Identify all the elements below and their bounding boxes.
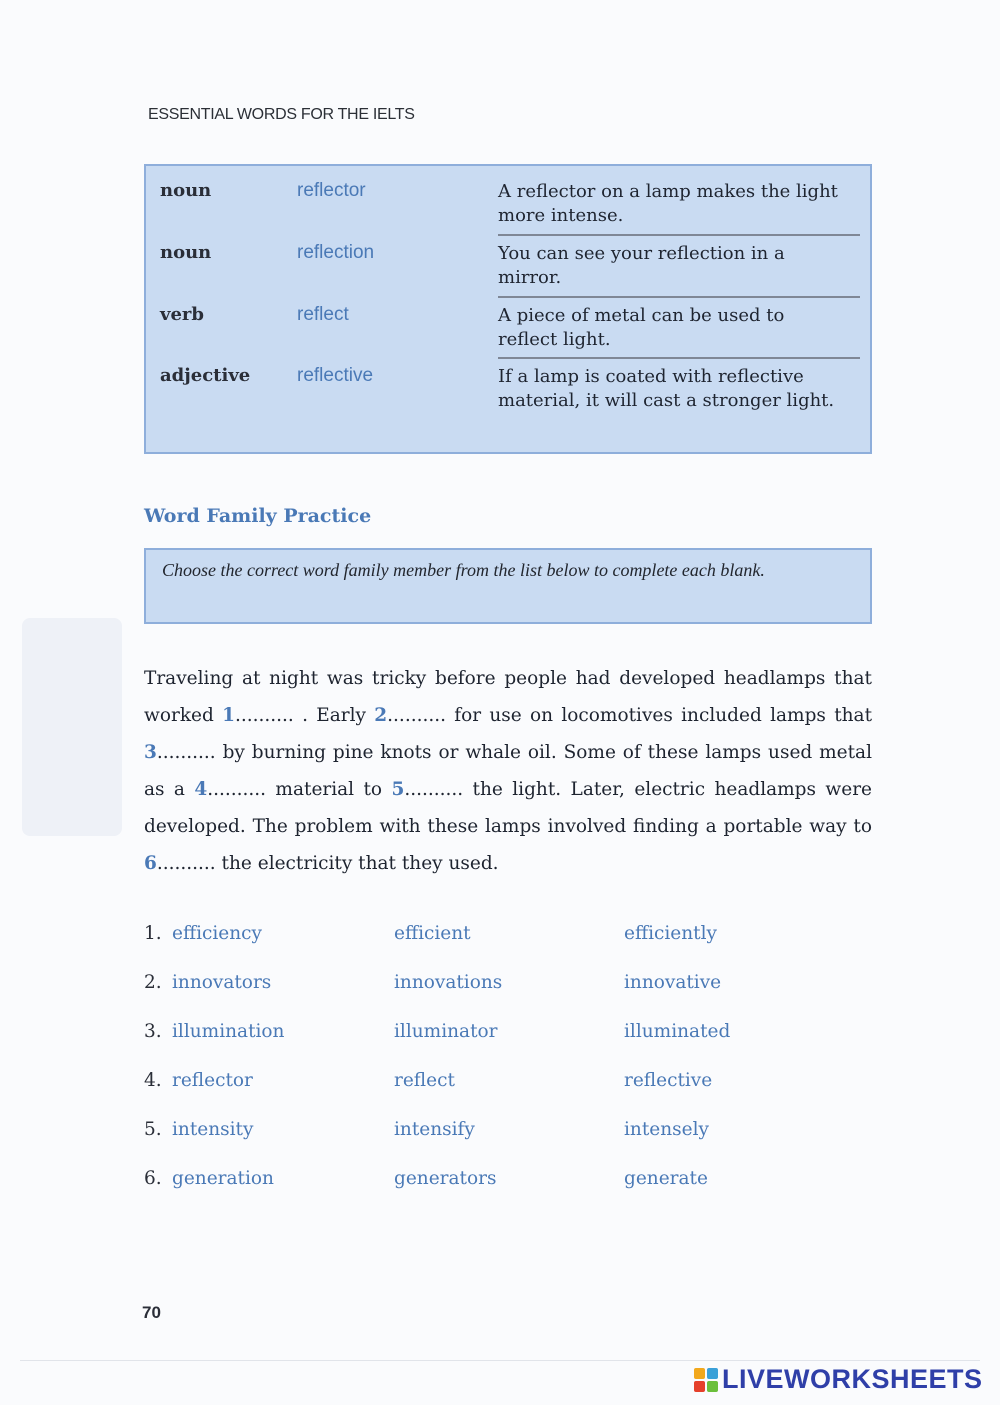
example-sentence: If a lamp is coated with reflective material, it will cast a stronger light. — [498, 366, 835, 411]
part-of-speech: verb — [160, 304, 204, 325]
passage-text: .......... for use on locomotives included lamps that — [387, 705, 873, 726]
option-number: 2. — [144, 972, 162, 993]
side-tab — [22, 618, 122, 836]
row-divider — [498, 234, 860, 236]
option-choice[interactable]: reflect — [394, 1070, 455, 1091]
passage-text: .......... . Early — [234, 705, 375, 726]
option-number: 6. — [144, 1168, 162, 1189]
page-header: ESSENTIAL WORDS FOR THE IELTS — [148, 106, 415, 123]
option-choice[interactable]: illuminated — [624, 1021, 731, 1042]
word-form: reflect — [297, 304, 349, 325]
part-of-speech: adjective — [160, 365, 251, 386]
option-choice[interactable]: generate — [624, 1168, 708, 1189]
option-choice[interactable]: generation — [172, 1168, 274, 1189]
option-choice[interactable]: innovative — [624, 972, 722, 993]
option-choice[interactable]: efficiently — [624, 923, 717, 944]
option-choice[interactable]: innovators — [172, 972, 272, 993]
option-number: 3. — [144, 1021, 162, 1042]
logo-square — [694, 1368, 705, 1379]
passage — [144, 660, 872, 882]
logo-square — [707, 1381, 718, 1392]
passage-text: .......... the light. Later, electric headlamps were developed. The problem with these lamps involved finding a portable way to — [144, 779, 872, 837]
section-title: Word Family Practice — [144, 505, 372, 527]
page-number: 70 — [142, 1303, 161, 1322]
option-row — [144, 923, 884, 953]
option-choice[interactable]: intensely — [624, 1119, 709, 1140]
row-divider — [498, 296, 860, 298]
passage-text: .......... material to — [207, 779, 392, 800]
example-sentence: A piece of metal can be used to reflect light. — [498, 305, 785, 350]
passage-text: Traveling at night was tricky before people had developed headlamps that worked — [144, 668, 872, 726]
option-choice[interactable]: reflector — [172, 1070, 253, 1091]
instruction-box — [144, 548, 872, 624]
option-choice[interactable]: illumination — [172, 1021, 285, 1042]
blank-4[interactable]: 4 — [194, 779, 208, 800]
example-sentence: You can see your reflection in a mirror. — [498, 243, 785, 288]
blank-5[interactable]: 5 — [391, 779, 405, 800]
blank-3[interactable]: 3 — [144, 742, 157, 763]
option-choice[interactable]: efficient — [394, 923, 471, 944]
instruction-text: Choose the correct word family member from the list below to complete each blank. — [162, 560, 765, 580]
option-choice[interactable]: illuminator — [394, 1021, 498, 1042]
blank-2[interactable]: 2 — [374, 705, 388, 726]
logo-icon — [694, 1368, 718, 1392]
option-choice[interactable]: generators — [394, 1168, 497, 1189]
option-row — [144, 972, 884, 1002]
example-sentence: A reflector on a lamp makes the light more intense. — [498, 181, 838, 226]
blank-1[interactable]: 1 — [222, 705, 235, 726]
option-number: 4. — [144, 1070, 162, 1091]
option-choice[interactable]: intensify — [394, 1119, 475, 1140]
word-family-table — [144, 164, 872, 454]
footer-divider — [20, 1360, 980, 1361]
option-number: 5. — [144, 1119, 162, 1140]
logo-square — [707, 1368, 718, 1379]
passage-text: .......... by burning pine knots or whale oil. Some of these lamps used metal as a — [144, 742, 872, 800]
option-number: 1. — [144, 923, 162, 944]
liveworksheets-logo[interactable] — [694, 1364, 983, 1395]
option-row — [144, 1070, 884, 1100]
passage-text: .......... the electricity that they used. — [156, 853, 499, 874]
blank-6[interactable]: 6 — [144, 853, 157, 874]
part-of-speech: noun — [160, 180, 212, 201]
option-choice[interactable]: intensity — [172, 1119, 254, 1140]
option-choice[interactable]: reflective — [624, 1070, 713, 1091]
logo-square — [694, 1381, 705, 1392]
option-choice[interactable]: innovations — [394, 972, 503, 993]
word-form: reflector — [297, 180, 366, 201]
row-divider — [498, 357, 860, 359]
option-row — [144, 1168, 884, 1198]
option-row — [144, 1119, 884, 1149]
word-form: reflective — [297, 365, 374, 386]
option-choice[interactable]: efficiency — [172, 923, 262, 944]
option-row — [144, 1021, 884, 1051]
word-form: reflection — [297, 242, 375, 263]
part-of-speech: noun — [160, 242, 212, 263]
logo-text: LIVEWORKSHEETS — [722, 1364, 983, 1394]
